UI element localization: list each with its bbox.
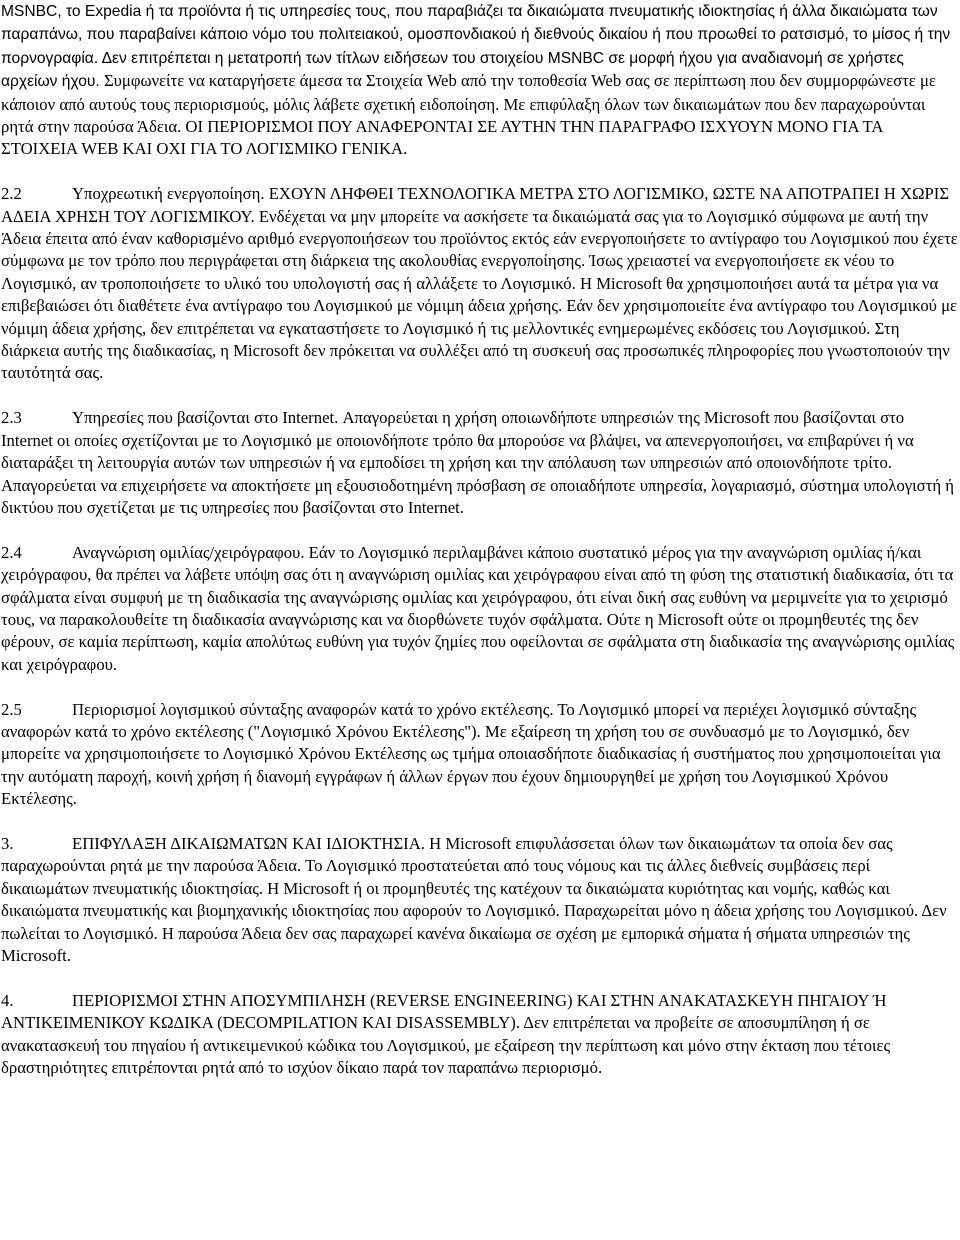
section-text: Υποχρεωτική ενεργοποίηση. ΕΧΟΥΝ ΛΗΦΘΕΙ ΤΕΧΝΟΛΟΓΙΚΑ ΜΕΤΡΑ ΣΤΟ ΛΟΓΙΣΜΙΚΟ, ΩΣΤΕ ΝΑ ΑΠΟΤΡΑΠΕΙ Η ΧΩΡΙΣ ΑΔΕΙΑ ΧΡΗΣΗ ΤΟΥ ΛΟΓΙΣΜΙΚΟΥ. Ενδέχεται να μην μπορείτε να ασκήσετε τα δικαιώματά σας για το Λογισμικό σύμφωνα με αυτή την Άδεια έπειτα από έναν καθορισμένο αριθμό ενεργοποιήσεων του προϊόντος εκτός εάν ενεργοποιήσετε το αντίγραφο του Λογισμικού που έχετε σύμφωνα με τον τρόπο που περιγράφεται στη διάρκεια της ακολουθίας ενεργοποίησης. Ίσως χρειαστεί να ενεργοποιήσετε εκ νέου το Λογισμικό, αν τροποποιήσετε το υλικό του υπολογιστή σας ή αλλάξετε το Λογισμικό. Η Microsoft θα χρησιμοποιήσει αυτά τα μέτρα για να επιβεβαιώσει ότι διαθέτετε ένα αντίγραφο του Λογισμικού με νόμιμη άδεια χρήσης. Εάν δεν χρησιμοποιείτε ένα αντίγραφο του Λογισμικού με νόμιμη άδεια χρήσης, δεν επιτρέπεται να εγκαταστήσετε το Λογισμικό ή τις μελλοντικές ενημερωμένες εκδόσεις του Λογισμικού. Στη διάρκεια αυτής της διαδικασίας, η Microsoft δεν πρόκειται να συλλέξει από τη συσκευή σας προσωπικές πληροφορίες που γνωστοποιούν την ταυτότητά σας.: [1, 184, 958, 383]
section-2-3-internet-services: [1, 407, 958, 519]
section-text: Περιορισμοί λογισμικού σύνταξης αναφορών κατά το χρόνο εκτέλεσης. Το Λογισμικό μπορεί να περιέχει λογισμικό σύνταξης αναφορών κατά το χρόνο εκτέλεσης ("Λογισμικό Χρόνου Εκτέλεσης"). Με εξαίρεση τη χρήση του σε συνδυασμό με το Λογισμικό, δεν μπορείτε να χρησιμοποιήσετε το Λογισμικό Χρόνου Εκτέλεσης ως τμήμα οποιασδήποτε διαδικασίας ή συστήματος που χρησιμοποιείται για την αυτόματη παροχή, κοινή χρήση ή διανομή εγγράφων ή άλλων έργων που έχουν δημιουργηθεί με χρήση του Λογισμικού Χρόνου Εκτέλεσης.: [1, 699, 941, 809]
section-number: 2.3: [1, 408, 22, 428]
section-number: 4.: [1, 990, 14, 1010]
section-text: ΠΕΡΙΟΡΙΣΜΟΙ ΣΤΗΝ ΑΠΟΣΥΜΠΙΛΗΣΗ (REVERSE ENGINEERING) ΚΑΙ ΣΤΗΝ ΑΝΑΚΑΤΑΣΚΕΥΗ ΠΗΓΑΙΟΥ Ή ΑΝΤΙΚΕΙΜΕΝΙΚΟΥ ΚΩΔΙΚΑ (DECOMPILATION ΚΑΙ DISASSEMBLY). Δεν επιτρέπεται να προβείτε σε αποσυμπίληση ή σε ανακατασκευή του πηγαίου ή αντικειμενικού κώδικα του Λογισμικού, με εξαίρεση την περίπτωση και μόνο στην έκταση που τέτοιες δραστηριότητες επιτρέπονται ρητά από το ισχύον δίκαιο παρά τον παραπάνω περιορισμό.: [1, 990, 891, 1077]
section-2-2-mandatory-activation: [1, 183, 958, 385]
section-number: 3.: [1, 833, 14, 853]
section-2-5-runtime-reporting: [1, 699, 958, 811]
section-number: 2.5: [1, 699, 22, 719]
section-number: 2.2: [1, 184, 22, 204]
section-2-4-speech-handwriting-recognition: [1, 542, 958, 676]
section-text: ΕΠΙΦΥΛΑΞΗ ΔΙΚΑΙΩΜΑΤΩΝ ΚΑΙ ΙΔΙΟΚΤΗΣΙΑ. Η Microsoft επιφυλάσσεται όλων των δικαιωμάτων τα οποία δεν σας παραχωρούνται ρητά με την παρούσα Άδεια. Το Λογισμικό προστατεύεται από τους νόμους και τις άλλες διεθνείς συμβάσεις περί δικαιωμάτων πνευματικής ιδιοκτησίας. Η Microsoft ή οι προμηθευτές της κατέχουν τα δικαιώματα κυριότητας και νομής, καθώς και δικαιώματα πνευματικής και βιομηχανικής ιδιοκτησίας που αφορούν το Λογισμικό. Παραχωρείται μόνο η άδεια χρήσης του Λογισμικού. Δεν πωλείται το Λογισμικό. Η παρούσα Άδεια δεν σας παραχωρεί κανένα δικαίωμα σε σχέση με εμπορικά σήματα ή σήματα υπηρεσιών της Microsoft.: [1, 833, 947, 965]
web-elements-removal-text: Συμφωνείτε να καταργήσετε άμεσα τα Στοιχεία Web από την τοποθεσία Web σας σε περίπτωση που δεν συμμορφώνεστε με κάποιον από αυτούς τους περιορισμούς, μόλις λάβετε σχετική ειδοποίηση. Με επιφύλαξη όλων των δικαιωμάτων που δεν παραχωρούνται ρητά στην παρούσα Άδεια. ΟΙ ΠΕΡΙΟΡΙΣΜΟΙ ΠΟΥ ΑΝΑΦΕΡΟΝΤΑΙ ΣΕ ΑΥΤΗΝ ΤΗΝ ΠΑΡΑΓΡΑΦΟ ΙΣΧΥΟΥΝ ΜΟΝΟ ΓΙΑ ΤΑ ΣΤΟΙΧΕΙΑ WEB ΚΑΙ ΟΧΙ ΓΙΑ ΤΟ ΛΟΓΙΣΜΙΚΟ ΓΕΝΙΚΑ.: [1, 71, 936, 159]
section-4-reverse-engineering: [1, 990, 958, 1080]
section-3-reservation-of-rights: [1, 833, 958, 967]
section-text: Αναγνώριση ομιλίας/χειρόγραφου. Εάν το Λογισμικό περιλαμβάνει κάποιο συστατικό μέρος για την αναγνώριση ομιλίας ή/και χειρόγραφου, θα πρέπει να λάβετε υπόψη σας ότι η αναγνώριση ομιλίας και χειρόγραφου είναι από τη φύση της στατιστική διαδικασία, ότι τα σφάλματα είναι συμφυή με τη διαδικασία της αναγνώρισης ομιλίας και χειρόγραφου, ότι είναι δική σας ευθύνη να μεριμνείτε για το χειρισμό τους, να παρακολουθείτε τη διαδικασία αναγνώρισης και να διορθώνετε τυχόν σφάλματα. Ούτε η Microsoft ούτε οι προμηθευτές της δεν φέρουν, σε καμία περίπτωση, καμία απολύτως ευθύνη για τυχόν ζημίες που οφείλονται σε σφάλματα στη διαδικασία της αναγνώρισης ομιλίας και χειρόγραφου.: [1, 542, 955, 674]
section-text: Υπηρεσίες που βασίζονται στο Internet. Απαγορεύεται η χρήση οποιωνδήποτε υπηρεσιών της Microsoft που βασίζονται στο Internet οι οποίες σχετίζονται με το Λογισμικό με οποιονδήποτε τρόπο θα μπορούσε να βλάψει, να απενεργοποιήσει, να επιβαρύνει ή να διαταράξει τη λειτουργία αυτών των υπηρεσιών ή να εμποδίσει τη χρήση και την απόλαυση των υπηρεσιών από οποιονδήποτε τρίτο. Απαγορεύεται να επιχειρήσετε να αποκτήσετε μη εξουσιοδοτημένη πρόσβαση σε οποιαδήποτε υπηρεσία, λογαριασμό, σύστημα υπολογιστή ή δικτύου που σχετίζεται με τις υπηρεσίες που βασίζονται στο Internet.: [1, 408, 954, 517]
section-number: 2.4: [1, 542, 22, 562]
msnbc-restrictions-text: MSNBC, το Expedia ή τα προϊόντα ή τις υπηρεσίες τους, που παραβιάζει τα δικαιώματα πνευματικής ιδιοκτησίας ή άλλα δικαιώματα των παραπάνω, που παραβαίνει κάποιο νόμο του πολιτειακού, ομοσπονδιακού ή διεθνούς δικαίου ή που προωθεί το ρατσισμό, το μίσος ή την πορνογραφία. Δεν επιτρέπεται η μετατροπή των τίτλων ειδήσεων του στοιχείου MSNBC σε μορφή ήχου για αναδιανομή σε χρήστες αρχείων ήχου.: [1, 3, 951, 91]
intro-paragraph: [1, 0, 958, 161]
